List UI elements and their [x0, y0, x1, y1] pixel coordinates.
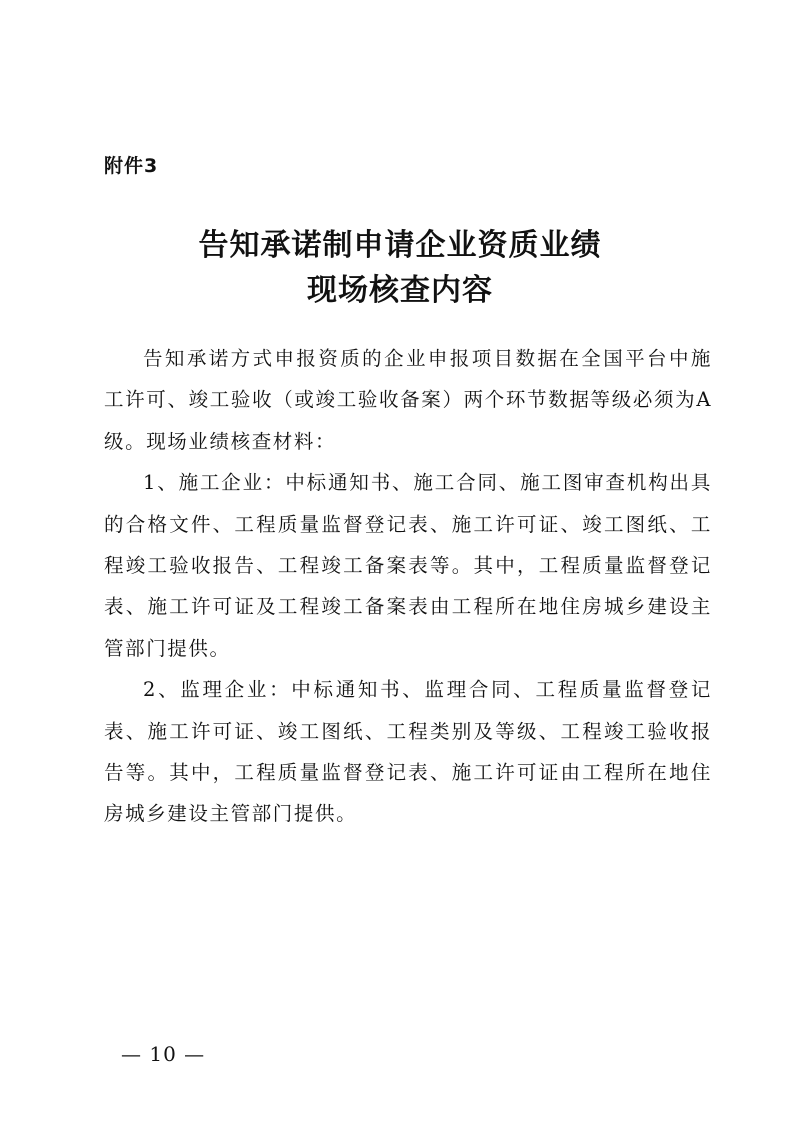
paragraph-intro: 告知承诺方式申报资质的企业申报项目数据在全国平台中施工许可、竣工验收（或竣工验收备案）两个环节数据等级必须为A级。现场业绩核查材料：: [104, 347, 712, 453]
attachment-label: 附件3: [104, 155, 159, 177]
page-number: — 10 —: [121, 1042, 206, 1066]
paragraph-supervision-enterprise: 2、监理企业：中标通知书、监理合同、工程质量监督登记表、施工许可证、竣工图纸、工程类别及等级、工程竣工验收报告等。其中，工程质量监督登记表、施工许可证由工程所在地住房城乡建设主管部门提供。: [104, 678, 712, 826]
document-title-line-2: 现场核查内容: [307, 273, 493, 308]
document-title-line-1: 告知承诺制申请企业资质业绩: [198, 228, 602, 263]
paragraph-construction-enterprise: 1、施工企业：中标通知书、施工合同、施工图审查机构出具的合格文件、工程质量监督登记表、施工许可证、竣工图纸、工程竣工验收报告、工程竣工备案表等。其中，工程质量监督登记表、施工许可证及工程竣工备案表由工程所在地住房城乡建设主管部门提供。: [104, 471, 712, 660]
document-body: [104, 338, 712, 835]
